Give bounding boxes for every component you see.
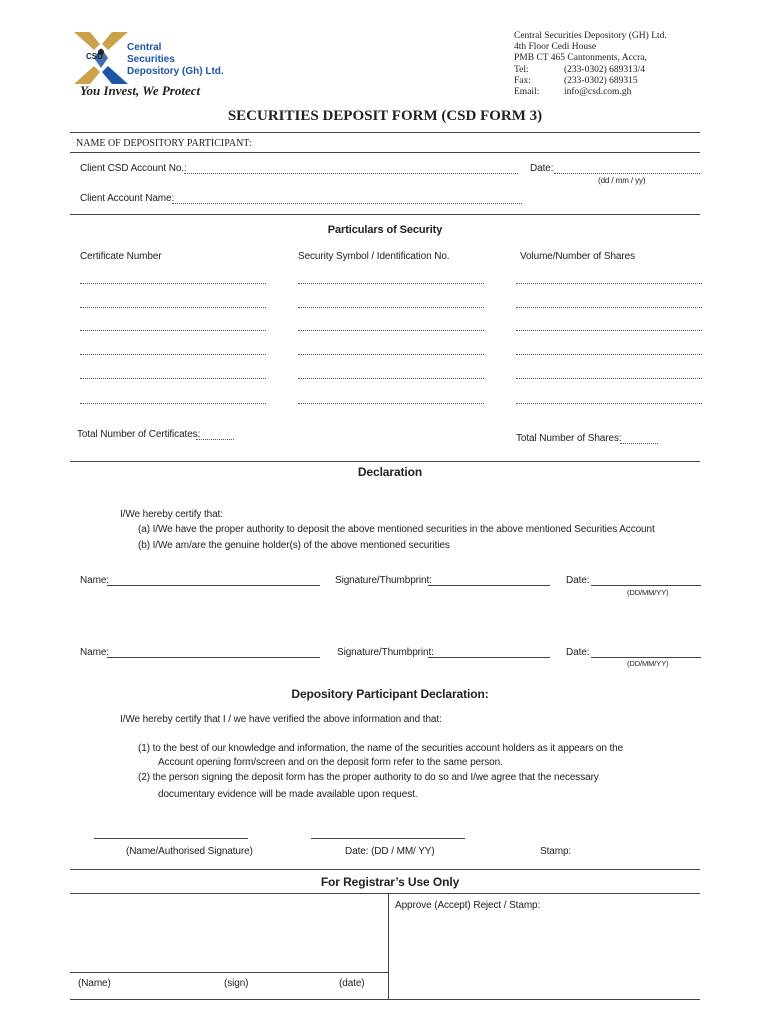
title-divider xyxy=(70,132,700,133)
signer2-date-hint: (DD/MM/YY) xyxy=(627,659,669,668)
column-volume: Volume/Number of Shares xyxy=(520,251,635,262)
logo-name-line-1: Central xyxy=(127,42,162,53)
certificate-row-field[interactable] xyxy=(516,330,702,331)
certificate-row-field[interactable] xyxy=(298,403,484,404)
client-account-no-field[interactable] xyxy=(184,173,518,174)
certificate-row-field[interactable] xyxy=(298,283,484,284)
signer1-date-label: Date: xyxy=(566,575,590,586)
date-hint: (dd / mm / yy) xyxy=(598,176,646,185)
declaration-heading: Declaration xyxy=(357,465,423,479)
email-label: Email: xyxy=(514,87,540,98)
date-label: Date: xyxy=(530,163,554,174)
certificate-row-field[interactable] xyxy=(80,283,266,284)
client-account-no-label: Client CSD Account No.: xyxy=(80,163,187,174)
certificate-row-field[interactable] xyxy=(516,283,702,284)
fax-value: (233-0302) 689315 xyxy=(564,75,638,86)
certificate-row-field[interactable] xyxy=(298,378,484,379)
registrar-name-label: (Name) xyxy=(78,978,111,989)
section-divider-1 xyxy=(70,214,700,215)
dp-item-1-line-2: Account opening form/screen and on the deposit form refer to the same person. xyxy=(158,757,503,768)
participant-divider xyxy=(70,152,700,153)
particulars-heading: Particulars of Security xyxy=(327,224,443,236)
certificate-row-field[interactable] xyxy=(516,307,702,308)
certificate-row-field[interactable] xyxy=(80,403,266,404)
csd-logo xyxy=(70,30,132,86)
signer2-signature-label: Signature/Thumbprint: xyxy=(337,647,434,658)
dp-date-field[interactable] xyxy=(311,838,465,839)
dp-signature-field[interactable] xyxy=(94,838,248,839)
total-certificates-field[interactable] xyxy=(196,439,234,440)
signer2-name-label: Name: xyxy=(80,647,109,658)
total-shares-label: Total Number of Shares: xyxy=(516,433,622,444)
certificate-row-field[interactable] xyxy=(516,354,702,355)
certificate-row-field[interactable] xyxy=(80,307,266,308)
address-block xyxy=(514,31,667,98)
total-certificates-label: Total Number of Certificates: xyxy=(77,429,201,440)
signer1-name-field[interactable] xyxy=(107,585,320,586)
dp-item-2-line-2: documentary evidence will be made available upon request. xyxy=(158,789,418,800)
address-company: Central Securities Depository (GH) Ltd. xyxy=(514,31,667,41)
tel-label: Tel: xyxy=(514,64,529,75)
registrar-vertical-divider xyxy=(388,893,389,999)
signer1-date-hint: (DD/MM/YY) xyxy=(627,588,669,597)
declaration-intro: I/We hereby certify that: xyxy=(120,509,223,520)
declaration-item-a: (a) I/We have the proper authority to deposit the above mentioned securities in the above mentioned Securities Account xyxy=(138,524,655,535)
total-shares-field[interactable] xyxy=(620,443,658,444)
signer1-signature-label: Signature/Thumbprint: xyxy=(335,575,432,586)
tel-value: (233-0302) 689313/4 xyxy=(564,64,646,75)
certificate-row-field[interactable] xyxy=(80,354,266,355)
dp-declaration-heading: Depository Participant Declaration: xyxy=(291,687,489,701)
column-certificate-number: Certificate Number xyxy=(80,251,162,262)
logo-csd-text: CSD xyxy=(86,52,103,61)
certificate-row-field[interactable] xyxy=(80,330,266,331)
registrar-heading-border xyxy=(70,893,700,894)
registrar-sign-line[interactable] xyxy=(70,972,388,973)
dp-item-1-line-1: (1) to the best of our knowledge and information, the name of the securities account holders as it appears on the xyxy=(138,743,624,754)
certificate-row-field[interactable] xyxy=(298,330,484,331)
dp-item-2-line-1: (2) the person signing the deposit form has the proper authority to do so and I/we agree that the necessary xyxy=(138,772,599,783)
certificate-row-field[interactable] xyxy=(516,378,702,379)
signer2-signature-field[interactable] xyxy=(428,657,550,658)
fax-label: Fax: xyxy=(514,75,531,86)
form-title: SECURITIES DEPOSIT FORM (CSD FORM 3) xyxy=(227,108,543,124)
dp-signature-label: (Name/Authorised Signature) xyxy=(126,846,253,857)
date-field[interactable] xyxy=(554,173,700,174)
registrar-date-label: (date) xyxy=(339,978,365,989)
address-line-1: 4th Floor Cedi House xyxy=(514,42,597,53)
registrar-sign-label: (sign) xyxy=(224,978,249,989)
declaration-item-b: (b) I/We am/are the genuine holder(s) of the above mentioned securities xyxy=(138,540,450,551)
registrar-bottom-border xyxy=(70,999,700,1000)
signer1-signature-field[interactable] xyxy=(428,585,550,586)
signer1-date-field[interactable] xyxy=(591,585,701,586)
client-account-name-label: Client Account Name: xyxy=(80,193,175,204)
certificate-row-field[interactable] xyxy=(516,403,702,404)
section-divider-2 xyxy=(70,461,700,462)
certificate-row-field[interactable] xyxy=(298,307,484,308)
logo-name-line-2: Securities xyxy=(127,54,175,65)
signer1-name-label: Name: xyxy=(80,575,109,586)
column-security-symbol: Security Symbol / Identification No. xyxy=(298,251,450,262)
logo-name-line-3: Depository (Gh) Ltd. xyxy=(127,66,224,77)
registrar-approve-label: Approve (Accept) Reject / Stamp: xyxy=(395,900,541,911)
signer2-date-field[interactable] xyxy=(591,657,701,658)
signer2-name-field[interactable] xyxy=(107,657,320,658)
certificate-row-field[interactable] xyxy=(298,354,484,355)
address-line-2: PMB CT 465 Cantonments, Accra, xyxy=(514,53,647,64)
registrar-top-border xyxy=(70,869,700,870)
dp-date-label: Date: (DD / MM/ YY) xyxy=(345,846,435,857)
participant-label: NAME OF DEPOSITORY PARTICIPANT: xyxy=(76,138,252,149)
client-account-name-field[interactable] xyxy=(172,203,522,204)
tagline: You Invest, We Protect xyxy=(80,83,201,98)
registrar-heading: For Registrar’s Use Only xyxy=(320,875,460,889)
dp-stamp-label: Stamp: xyxy=(540,846,572,857)
email-value: info@csd.com.gh xyxy=(564,87,632,98)
dp-declaration-intro: I/We hereby certify that I / we have verified the above information and that: xyxy=(120,714,442,725)
signer2-date-label: Date: xyxy=(566,647,590,658)
certificate-row-field[interactable] xyxy=(80,378,266,379)
